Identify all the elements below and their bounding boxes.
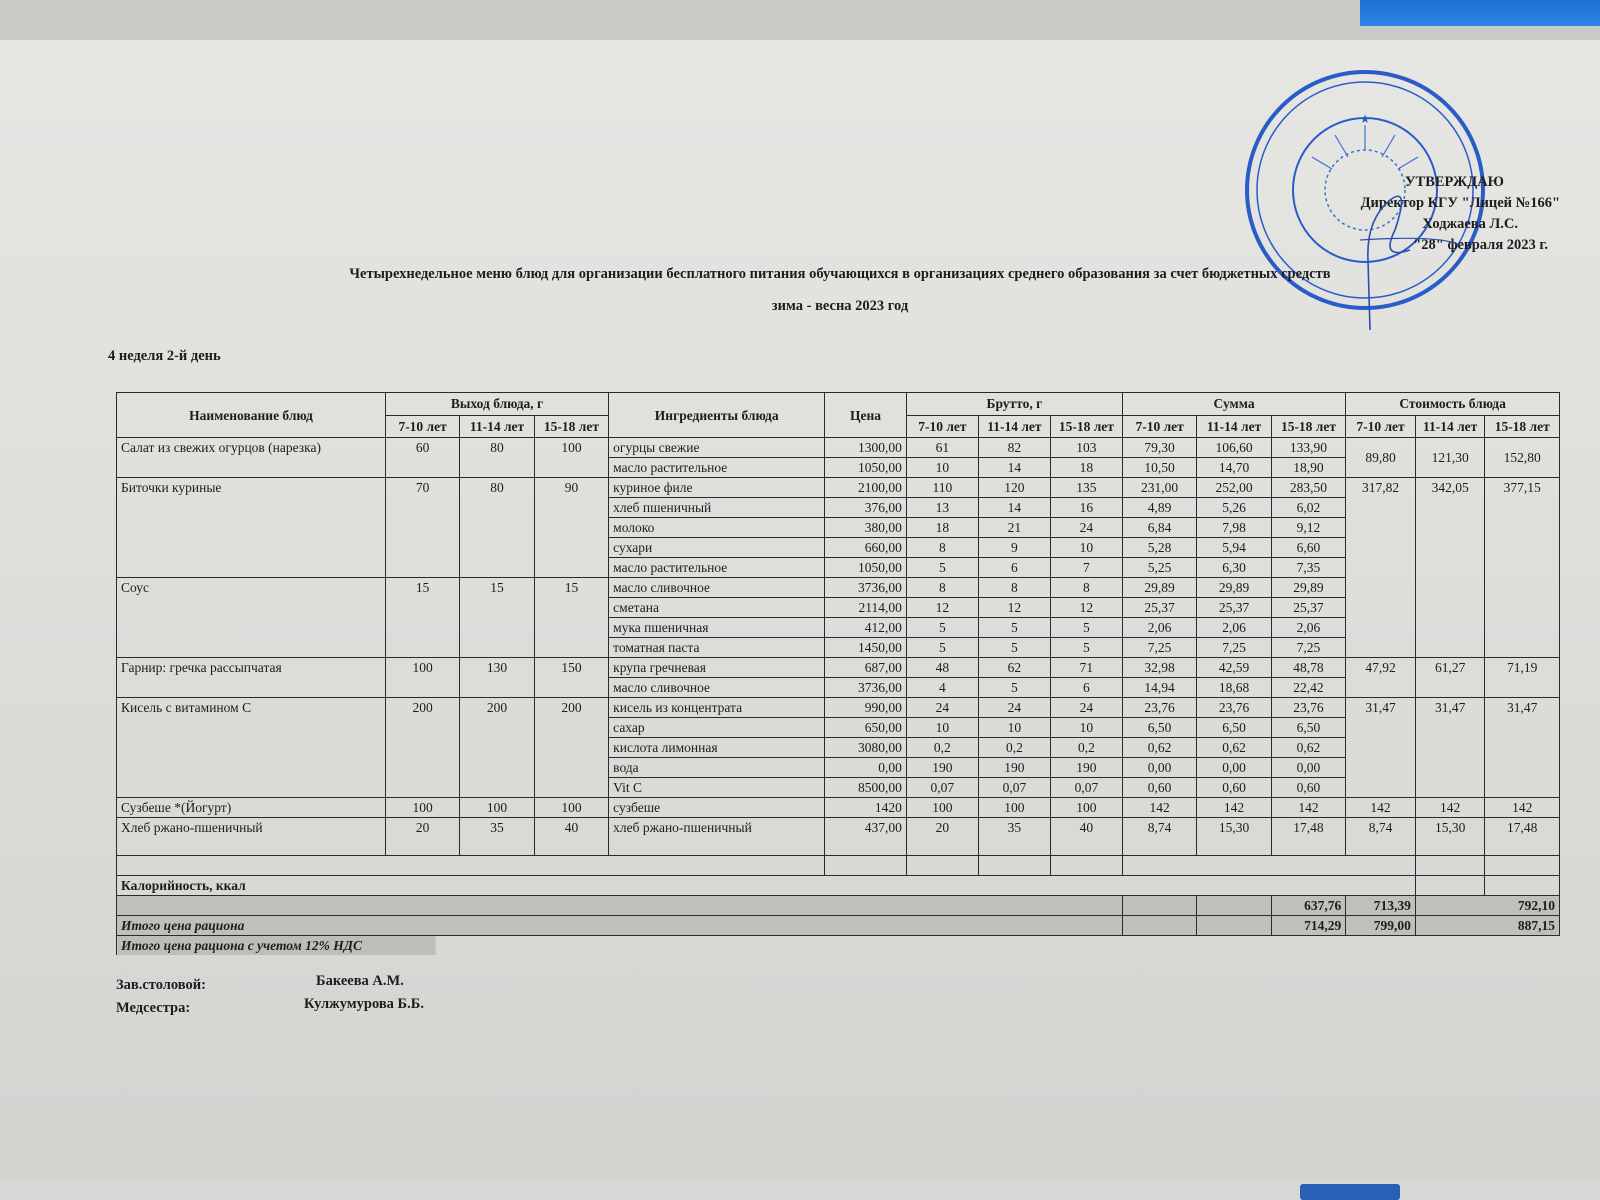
ingredient-brutto: 5 bbox=[906, 638, 978, 658]
header-age: 7-10 лет bbox=[1346, 415, 1416, 438]
table-row bbox=[117, 478, 1560, 498]
total-label: Итого цена рациона bbox=[117, 916, 1123, 936]
document-title: Четырехнедельное меню блюд для организации бесплатного питания обучающихся в организациях среднего образования за счет бюджетных средств bbox=[349, 266, 1331, 282]
signature-name-canteen: Бакеева А.М. bbox=[316, 973, 404, 989]
ingredient-brutto: 18 bbox=[1050, 458, 1122, 478]
dish-cost: 317,82 bbox=[1346, 478, 1416, 658]
table-row bbox=[117, 798, 1560, 818]
day-label: 4 неделя 2-й день bbox=[108, 348, 221, 364]
ingredient-name: молоко bbox=[609, 518, 825, 538]
ingredient-brutto: 10 bbox=[1050, 538, 1122, 558]
ingredient-brutto: 12 bbox=[978, 598, 1050, 618]
dish-name: Соус bbox=[117, 578, 386, 658]
ingredient-sum: 6,60 bbox=[1271, 538, 1345, 558]
dish-yield: 15 bbox=[460, 578, 534, 658]
ingredient-price: 1050,00 bbox=[825, 558, 907, 578]
ingredient-brutto: 4 bbox=[906, 678, 978, 698]
ingredient-brutto: 35 bbox=[978, 818, 1050, 856]
ingredient-sum: 0,60 bbox=[1271, 778, 1345, 798]
ingredient-price: 380,00 bbox=[825, 518, 907, 538]
ingredient-sum: 6,30 bbox=[1197, 558, 1271, 578]
header-age: 7-10 лет bbox=[385, 415, 459, 438]
ingredient-name: сузбеше bbox=[609, 798, 825, 818]
ingredient-price: 660,00 bbox=[825, 538, 907, 558]
dish-cost: 71,19 bbox=[1485, 658, 1560, 698]
table-row-empty bbox=[117, 896, 1560, 916]
dish-name: Биточки куриные bbox=[117, 478, 386, 578]
dish-cost: 31,47 bbox=[1346, 698, 1416, 798]
dish-cost: 142 bbox=[1346, 798, 1416, 818]
ingredient-price: 1450,00 bbox=[825, 638, 907, 658]
ingredient-price: 437,00 bbox=[825, 818, 907, 856]
total-vat-value: 887,15 bbox=[1415, 916, 1559, 936]
ingredient-name: сухари bbox=[609, 538, 825, 558]
empty-cell bbox=[1415, 876, 1485, 896]
ingredient-sum: 5,26 bbox=[1197, 498, 1271, 518]
ingredient-sum: 0,60 bbox=[1122, 778, 1196, 798]
ingredient-sum: 18,90 bbox=[1271, 458, 1345, 478]
ingredient-brutto: 100 bbox=[978, 798, 1050, 818]
dish-yield: 200 bbox=[460, 698, 534, 798]
ingredient-brutto: 8 bbox=[1050, 578, 1122, 598]
dish-cost: 31,47 bbox=[1415, 698, 1485, 798]
empty-cell bbox=[1485, 856, 1560, 876]
ingredient-brutto: 110 bbox=[906, 478, 978, 498]
ingredient-sum: 14,70 bbox=[1197, 458, 1271, 478]
ingredient-brutto: 12 bbox=[906, 598, 978, 618]
dish-yield: 200 bbox=[385, 698, 459, 798]
ingredient-brutto: 10 bbox=[906, 718, 978, 738]
ingredient-sum: 23,76 bbox=[1271, 698, 1345, 718]
ingredient-brutto: 5 bbox=[906, 618, 978, 638]
total-vat-value: 714,29 bbox=[1271, 916, 1345, 936]
ingredient-price: 8500,00 bbox=[825, 778, 907, 798]
ingredient-brutto: 0,07 bbox=[906, 778, 978, 798]
ingredient-sum: 29,89 bbox=[1122, 578, 1196, 598]
dish-cost: 142 bbox=[1485, 798, 1560, 818]
dish-yield: 35 bbox=[460, 818, 534, 856]
ingredient-sum: 9,12 bbox=[1271, 518, 1345, 538]
ingredient-price: 1300,00 bbox=[825, 438, 907, 458]
empty-cell bbox=[1122, 916, 1196, 936]
ingredient-brutto: 21 bbox=[978, 518, 1050, 538]
ingredient-brutto: 61 bbox=[906, 438, 978, 458]
ingredient-brutto: 6 bbox=[978, 558, 1050, 578]
ingredient-sum: 7,25 bbox=[1122, 638, 1196, 658]
dish-yield: 15 bbox=[534, 578, 608, 658]
ingredient-brutto: 0,07 bbox=[978, 778, 1050, 798]
ingredient-sum: 231,00 bbox=[1122, 478, 1196, 498]
ingredient-brutto: 12 bbox=[1050, 598, 1122, 618]
ingredient-sum: 42,59 bbox=[1197, 658, 1271, 678]
empty-cell bbox=[1197, 916, 1271, 936]
header-age: 15-18 лет bbox=[534, 415, 608, 438]
ingredient-sum: 25,37 bbox=[1122, 598, 1196, 618]
svg-text:★: ★ bbox=[1359, 112, 1371, 126]
ingredient-sum: 14,94 bbox=[1122, 678, 1196, 698]
table-row bbox=[117, 818, 1560, 856]
ingredient-sum: 0,00 bbox=[1271, 758, 1345, 778]
header-dish: Наименование блюд bbox=[117, 393, 386, 438]
ingredient-sum: 7,98 bbox=[1197, 518, 1271, 538]
total-vat-row bbox=[117, 936, 1560, 956]
dish-cost: 342,05 bbox=[1415, 478, 1485, 658]
header-ingredients: Ингредиенты блюда bbox=[609, 393, 825, 438]
ingredient-sum: 6,50 bbox=[1122, 718, 1196, 738]
empty-cell bbox=[906, 856, 978, 876]
dish-yield: 100 bbox=[385, 658, 459, 698]
dish-yield: 150 bbox=[534, 658, 608, 698]
ingredient-sum: 0,62 bbox=[1197, 738, 1271, 758]
ingredient-name: куриное филе bbox=[609, 478, 825, 498]
ingredient-sum: 2,06 bbox=[1271, 618, 1345, 638]
ingredient-sum: 6,50 bbox=[1271, 718, 1345, 738]
header-age: 11-14 лет bbox=[1415, 415, 1485, 438]
ingredient-brutto: 7 bbox=[1050, 558, 1122, 578]
ingredient-sum: 133,90 bbox=[1271, 438, 1345, 458]
ingredient-sum: 106,60 bbox=[1197, 438, 1271, 458]
ingredient-name: мука пшеничная bbox=[609, 618, 825, 638]
header-age: 7-10 лет bbox=[1122, 415, 1196, 438]
ingredient-sum: 23,76 bbox=[1197, 698, 1271, 718]
ingredient-sum: 0,00 bbox=[1122, 758, 1196, 778]
total-vat-label: Итого цена рациона с учетом 12% НДС bbox=[117, 936, 1560, 956]
ingredient-sum: 142 bbox=[1122, 798, 1196, 818]
background-object bbox=[1300, 1184, 1400, 1200]
dish-yield: 100 bbox=[534, 438, 608, 478]
calories-row bbox=[117, 876, 1560, 896]
table-row bbox=[117, 438, 1560, 458]
empty-cell bbox=[117, 856, 825, 876]
empty-cell bbox=[1197, 896, 1271, 916]
header-price: Цена bbox=[825, 393, 907, 438]
header-age: 11-14 лет bbox=[1197, 415, 1271, 438]
ingredient-brutto: 16 bbox=[1050, 498, 1122, 518]
dish-cost: 47,92 bbox=[1346, 658, 1416, 698]
ingredient-name: масло сливочное bbox=[609, 578, 825, 598]
ingredient-brutto: 18 bbox=[906, 518, 978, 538]
ingredient-price: 1050,00 bbox=[825, 458, 907, 478]
ingredient-brutto: 8 bbox=[906, 578, 978, 598]
ingredient-sum: 0,60 bbox=[1197, 778, 1271, 798]
header-age: 15-18 лет bbox=[1050, 415, 1122, 438]
approval-name: Ходжаева Л.С. bbox=[1422, 216, 1518, 232]
table-row bbox=[117, 578, 1560, 598]
dish-cost: 152,80 bbox=[1485, 438, 1560, 478]
ingredient-sum: 79,30 bbox=[1122, 438, 1196, 458]
signature-name-nurse: Кулжумурова Б.Б. bbox=[304, 996, 424, 1012]
empty-cell bbox=[117, 896, 1123, 916]
ingredient-price: 990,00 bbox=[825, 698, 907, 718]
ingredient-sum: 48,78 bbox=[1271, 658, 1345, 678]
ingredient-brutto: 0,2 bbox=[906, 738, 978, 758]
ingredient-name: вода bbox=[609, 758, 825, 778]
ingredient-sum: 5,28 bbox=[1122, 538, 1196, 558]
ingredient-name: сметана bbox=[609, 598, 825, 618]
dish-name: Кисель с витамином С bbox=[117, 698, 386, 798]
ingredient-brutto: 120 bbox=[978, 478, 1050, 498]
ingredient-brutto: 14 bbox=[978, 498, 1050, 518]
ingredient-brutto: 5 bbox=[978, 678, 1050, 698]
header-age: 11-14 лет bbox=[460, 415, 534, 438]
ingredient-name: хлеб ржано-пшеничный bbox=[609, 818, 825, 856]
ingredient-sum: 8,74 bbox=[1122, 818, 1196, 856]
ingredient-sum: 6,84 bbox=[1122, 518, 1196, 538]
header-sum: Сумма bbox=[1122, 393, 1345, 416]
dish-yield: 200 bbox=[534, 698, 608, 798]
ingredient-brutto: 24 bbox=[1050, 698, 1122, 718]
ingredient-name: Vit C bbox=[609, 778, 825, 798]
dish-cost: 31,47 bbox=[1485, 698, 1560, 798]
ingredient-brutto: 24 bbox=[978, 698, 1050, 718]
dish-cost: 61,27 bbox=[1415, 658, 1485, 698]
header-brutto: Брутто, г bbox=[906, 393, 1122, 416]
dish-name: Гарнир: гречка рассыпчатая bbox=[117, 658, 386, 698]
ingredient-sum: 5,94 bbox=[1197, 538, 1271, 558]
ingredient-price: 412,00 bbox=[825, 618, 907, 638]
ingredient-brutto: 24 bbox=[906, 698, 978, 718]
approval-heading: УТВЕРЖДАЮ bbox=[1404, 174, 1504, 190]
ingredient-price: 687,00 bbox=[825, 658, 907, 678]
empty-cell bbox=[1122, 856, 1415, 876]
dish-cost: 8,74 bbox=[1346, 818, 1416, 856]
ingredient-sum: 0,62 bbox=[1122, 738, 1196, 758]
dish-yield: 100 bbox=[385, 798, 459, 818]
ingredient-name: крупа гречневая bbox=[609, 658, 825, 678]
table-row-empty bbox=[117, 856, 1560, 876]
dish-yield: 15 bbox=[385, 578, 459, 658]
header-cost: Стоимость блюда bbox=[1346, 393, 1560, 416]
ingredient-sum: 7,25 bbox=[1197, 638, 1271, 658]
ingredient-sum: 25,37 bbox=[1271, 598, 1345, 618]
header-yield: Выход блюда, г bbox=[385, 393, 608, 416]
dish-cost: 17,48 bbox=[1485, 818, 1560, 856]
total-value: 637,76 bbox=[1271, 896, 1345, 916]
ingredient-brutto: 14 bbox=[978, 458, 1050, 478]
ingredient-brutto: 190 bbox=[978, 758, 1050, 778]
dish-yield: 130 bbox=[460, 658, 534, 698]
ingredient-sum: 22,42 bbox=[1271, 678, 1345, 698]
ingredient-sum: 0,62 bbox=[1271, 738, 1345, 758]
dish-cost: 121,30 bbox=[1415, 438, 1485, 478]
ingredient-price: 3736,00 bbox=[825, 578, 907, 598]
ingredient-price: 3736,00 bbox=[825, 678, 907, 698]
signature-role-nurse: Медсестра: bbox=[116, 1000, 191, 1016]
empty-cell bbox=[1415, 856, 1485, 876]
dish-yield: 100 bbox=[460, 798, 534, 818]
ingredient-brutto: 103 bbox=[1050, 438, 1122, 458]
ingredient-sum: 0,00 bbox=[1197, 758, 1271, 778]
ingredient-sum: 29,89 bbox=[1197, 578, 1271, 598]
binder-edge bbox=[1360, 0, 1600, 26]
ingredient-brutto: 5 bbox=[978, 618, 1050, 638]
ingredient-price: 3080,00 bbox=[825, 738, 907, 758]
ingredient-brutto: 82 bbox=[978, 438, 1050, 458]
ingredient-price: 650,00 bbox=[825, 718, 907, 738]
ingredient-brutto: 9 bbox=[978, 538, 1050, 558]
dish-cost: 15,30 bbox=[1415, 818, 1485, 856]
empty-cell bbox=[978, 856, 1050, 876]
ingredient-sum: 7,35 bbox=[1271, 558, 1345, 578]
ingredient-price: 1420 bbox=[825, 798, 907, 818]
total-row bbox=[117, 916, 1560, 936]
ingredient-sum: 29,89 bbox=[1271, 578, 1345, 598]
ingredient-sum: 2,06 bbox=[1197, 618, 1271, 638]
ingredient-sum: 252,00 bbox=[1197, 478, 1271, 498]
ingredient-brutto: 10 bbox=[1050, 718, 1122, 738]
approval-position: Директор КГУ "Лицей №166" bbox=[1360, 195, 1560, 211]
ingredient-name: сахар bbox=[609, 718, 825, 738]
empty-cell bbox=[1122, 896, 1196, 916]
ingredient-brutto: 100 bbox=[1050, 798, 1122, 818]
ingredient-brutto: 0,07 bbox=[1050, 778, 1122, 798]
total-value: 792,10 bbox=[1415, 896, 1559, 916]
ingredient-sum: 10,50 bbox=[1122, 458, 1196, 478]
ingredient-sum: 23,76 bbox=[1122, 698, 1196, 718]
ingredient-brutto: 5 bbox=[1050, 638, 1122, 658]
table-row bbox=[117, 698, 1560, 718]
ingredient-brutto: 5 bbox=[978, 638, 1050, 658]
ingredient-name: кислота лимонная bbox=[609, 738, 825, 758]
calories-label: Калорийность, ккал bbox=[117, 876, 1416, 896]
ingredient-price: 376,00 bbox=[825, 498, 907, 518]
ingredient-sum: 25,37 bbox=[1197, 598, 1271, 618]
table-row bbox=[117, 658, 1560, 678]
ingredient-name: масло растительное bbox=[609, 458, 825, 478]
document-subtitle: зима - весна 2023 год bbox=[771, 298, 909, 314]
header-age: 7-10 лет bbox=[906, 415, 978, 438]
empty-cell bbox=[1485, 876, 1560, 896]
ingredient-name: кисель из концентрата bbox=[609, 698, 825, 718]
total-vat-value: 799,00 bbox=[1346, 916, 1416, 936]
dish-yield: 100 bbox=[534, 798, 608, 818]
ingredient-price: 2114,00 bbox=[825, 598, 907, 618]
ingredient-sum: 4,89 bbox=[1122, 498, 1196, 518]
signature-role-canteen: Зав.столовой: bbox=[116, 977, 206, 993]
ingredient-brutto: 190 bbox=[906, 758, 978, 778]
ingredient-price: 2100,00 bbox=[825, 478, 907, 498]
ingredient-sum: 6,50 bbox=[1197, 718, 1271, 738]
ingredient-brutto: 13 bbox=[906, 498, 978, 518]
dish-name: Хлеб ржано-пшеничный bbox=[117, 818, 386, 856]
ingredient-sum: 6,02 bbox=[1271, 498, 1345, 518]
ingredient-name: хлеб пшеничный bbox=[609, 498, 825, 518]
ingredient-brutto: 0,2 bbox=[978, 738, 1050, 758]
ingredient-brutto: 135 bbox=[1050, 478, 1122, 498]
ingredient-brutto: 0,2 bbox=[1050, 738, 1122, 758]
dish-yield: 80 bbox=[460, 438, 534, 478]
ingredient-brutto: 8 bbox=[906, 538, 978, 558]
ingredient-brutto: 8 bbox=[978, 578, 1050, 598]
dish-yield: 20 bbox=[385, 818, 459, 856]
ingredient-brutto: 62 bbox=[978, 658, 1050, 678]
dish-yield: 80 bbox=[460, 478, 534, 578]
ingredient-price: 0,00 bbox=[825, 758, 907, 778]
ingredient-sum: 5,25 bbox=[1122, 558, 1196, 578]
dish-cost: 142 bbox=[1415, 798, 1485, 818]
ingredient-sum: 2,06 bbox=[1122, 618, 1196, 638]
dish-cost: 89,80 bbox=[1346, 438, 1416, 478]
ingredient-sum: 32,98 bbox=[1122, 658, 1196, 678]
ingredient-brutto: 24 bbox=[1050, 518, 1122, 538]
ingredient-sum: 18,68 bbox=[1197, 678, 1271, 698]
ingredient-brutto: 100 bbox=[906, 798, 978, 818]
ingredient-brutto: 6 bbox=[1050, 678, 1122, 698]
ingredient-name: масло сливочное bbox=[609, 678, 825, 698]
ingredient-brutto: 40 bbox=[1050, 818, 1122, 856]
header-age: 15-18 лет bbox=[1485, 415, 1560, 438]
ingredient-sum: 7,25 bbox=[1271, 638, 1345, 658]
empty-cell bbox=[825, 856, 907, 876]
ingredient-brutto: 48 bbox=[906, 658, 978, 678]
ingredient-brutto: 10 bbox=[978, 718, 1050, 738]
ingredient-brutto: 5 bbox=[906, 558, 978, 578]
ingredient-sum: 17,48 bbox=[1271, 818, 1345, 856]
ingredient-name: огурцы свежие bbox=[609, 438, 825, 458]
dish-name: Сузбеше *(Йогурт) bbox=[117, 798, 386, 818]
empty-cell bbox=[1050, 856, 1122, 876]
dish-yield: 60 bbox=[385, 438, 459, 478]
ingredient-brutto: 71 bbox=[1050, 658, 1122, 678]
dish-cost: 377,15 bbox=[1485, 478, 1560, 658]
ingredient-brutto: 10 bbox=[906, 458, 978, 478]
approval-date: "28" февраля 2023 г. bbox=[1413, 237, 1548, 253]
dish-name: Салат из свежих огурцов (нарезка) bbox=[117, 438, 386, 478]
total-value: 713,39 bbox=[1346, 896, 1416, 916]
ingredient-name: томатная паста bbox=[609, 638, 825, 658]
ingredient-sum: 142 bbox=[1197, 798, 1271, 818]
menu-table bbox=[116, 392, 1560, 955]
ingredient-name: масло растительное bbox=[609, 558, 825, 578]
dish-yield: 40 bbox=[534, 818, 608, 856]
ingredient-brutto: 20 bbox=[906, 818, 978, 856]
dish-yield: 70 bbox=[385, 478, 459, 578]
ingredient-sum: 142 bbox=[1271, 798, 1345, 818]
ingredient-brutto: 5 bbox=[1050, 618, 1122, 638]
header-age: 15-18 лет bbox=[1271, 415, 1345, 438]
dish-yield: 90 bbox=[534, 478, 608, 578]
ingredient-brutto: 190 bbox=[1050, 758, 1122, 778]
ingredient-sum: 15,30 bbox=[1197, 818, 1271, 856]
ingredient-sum: 283,50 bbox=[1271, 478, 1345, 498]
header-age: 11-14 лет bbox=[978, 415, 1050, 438]
